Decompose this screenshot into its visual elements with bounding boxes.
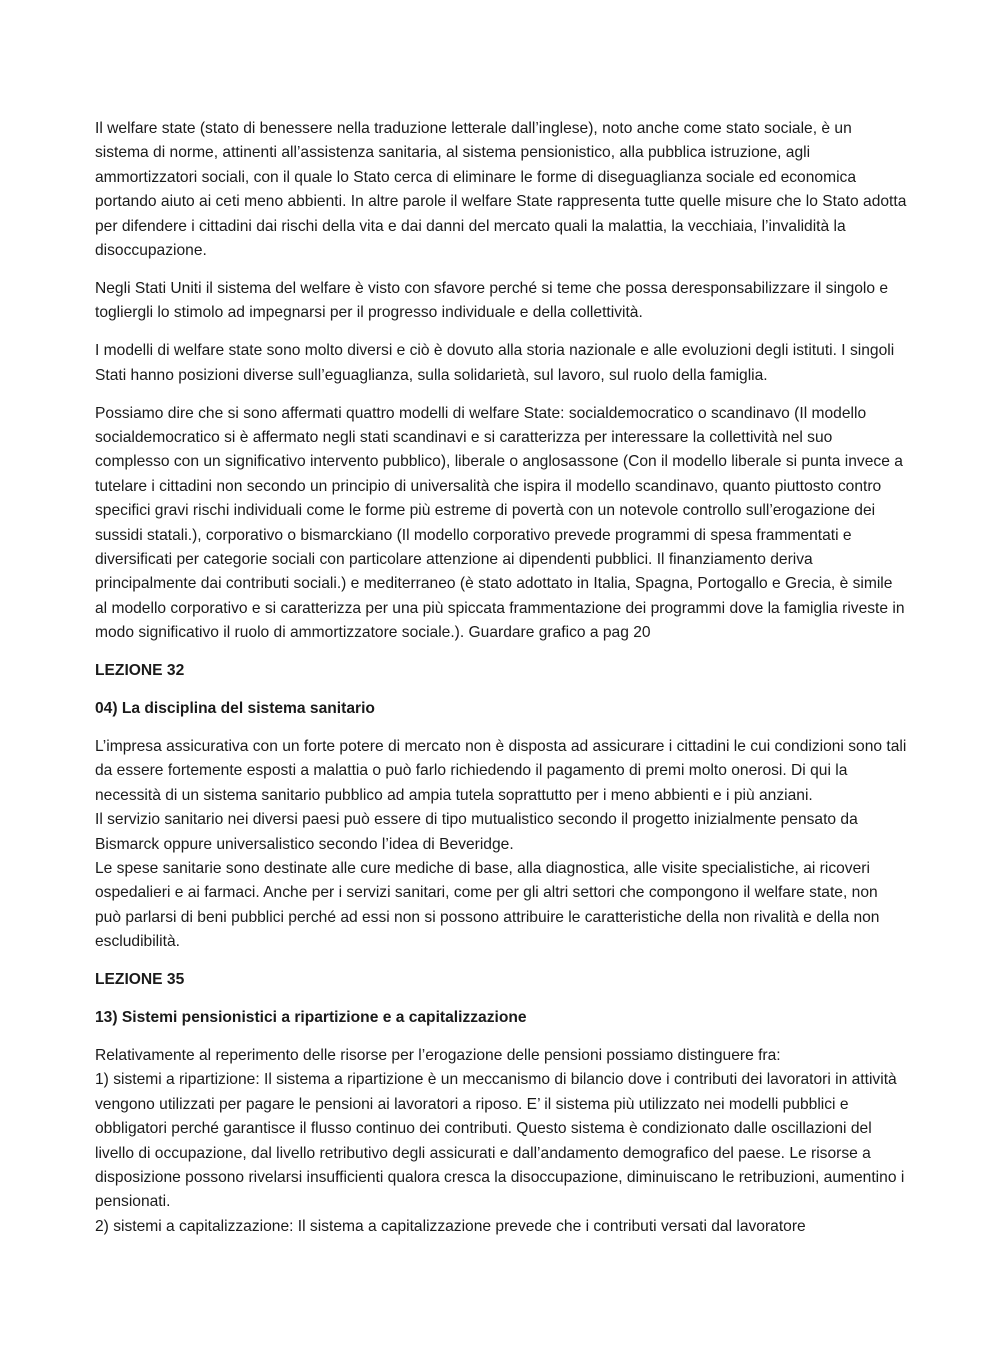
pensioni-line-2: 1) sistemi a ripartizione: Il sistema a ripartizione è un meccanismo di bilancio dove i contributi dei lavoratori in attività vengono utilizzati per pagare le pensioni ai lavoratori a riposo. E’ il sistema più utilizzato nei modelli pubblici e obbligatori perché garantisce il flusso continuo dei contributi. Questo sistema è condizionato dalle oscillazioni del livello di occupazione, dal livello retributivo degli assicurati e dall’andamento demografico del paese. Le risorse a disposizione possono rivelarsi insufficienti qualora cresca la disoccupazione, diminuiscano le retribuzioni, aumentino i pensionati.	[95, 1071, 905, 1211]
sanitario-line-2: Il servizio sanitario nei diversi paesi può essere di tipo mutualistico secondo il progetto inizialmente pensato da Bismarck oppure universalistico secondo l’idea di Beveridge.	[95, 811, 858, 853]
lezione-35-heading: LEZIONE 35	[95, 971, 185, 989]
sistema-sanitario-heading: 04) La disciplina del sistema sanitario	[95, 700, 375, 718]
document-page	[95, 117, 907, 1239]
sanitario-line-3: Le spese sanitarie sono destinate alle cure mediche di base, alla diagnostica, alle visite specialistiche, ai ricoveri ospedalieri e ai farmaci. Anche per i servizi sanitari, come per gli altri settori che compongono il welfare state, non può parlarsi di beni pubblici perché ad essi non si possono attribuire le caratteristiche della non rivalità e della non escludibilità.	[95, 859, 880, 951]
paragraph-quattro-modelli: Possiamo dire che si sono affermati quattro modelli di welfare State: socialdemocratico o scandinavo (Il modello socialdemocratico si è affermato negli stati scandinavi e si caratterizza per interessare la collettività nel suo complesso con un significativo intervento pubblico), liberale o anglosassone (Con il modello liberale si punta invece a tutelare i cittadini non secondo un principio di universalità che ispira il modello scandinavo, quanto piuttosto contro specifici gravi rischi individuali come le forme più estreme di povertà con un notevole controllo sull’erogazione dei sussidi statali.), corporativo o bismarckiano (Il modello corporativo prevede programmi di spesa frammentati e diversificati per categorie sociali con particolare attenzione ai dipendenti pubblici. Il finanziamento deriva principalmente dai contributi sociali.) e mediterraneo (è stato adottato in Italia, Spagna, Portogallo e Grecia, è simile al modello corporativo e si caratterizza per una più spiccata frammentazione dei programmi dove la famiglia riveste in modo significativo il ruolo di ammortizzatore sociale.). Guardare grafico a pag 20	[95, 404, 905, 642]
paragraph-stati-uniti: Negli Stati Uniti il sistema del welfare è visto con sfavore perché si teme che possa deresponsabilizzare il singolo e togliergli lo stimolo ad impegnarsi per il progresso individuale e della collettività.	[95, 279, 889, 322]
sistemi-pensionistici-body	[95, 1044, 907, 1239]
pensioni-line-3: 2) sistemi a capitalizzazione: Il sistema a capitalizzazione prevede che i contributi versati dal lavoratore	[95, 1217, 806, 1235]
sistema-sanitario-body	[95, 735, 907, 955]
pensioni-line-1: Relativamente al reperimento delle risorse per l’erogazione delle pensioni possiamo distinguere fra:	[95, 1046, 781, 1064]
paragraph-welfare-definition: Il welfare state (stato di benessere nella traduzione letterale dall’inglese), noto anche come stato sociale, è un sistema di norme, attinenti all’assistenza sanitaria, al sistema pensionistico, alla pubblica istruzione, agli ammortizzatori sociali, con il quale lo Stato cerca di eliminare le forme di diseguaglianza sociale ed economica portando aiuto ai ceti meno abbienti. In altre parole il welfare State rappresenta tutte quelle misure che lo Stato adotta per difendere i cittadini dai rischi della vita e dai danni del mercato quali la malattia, la vecchiaia, l’invalidità la disoccupazione.	[95, 120, 907, 260]
sistemi-pensionistici-heading: 13) Sistemi pensionistici a ripartizione e a capitalizzazione	[95, 1009, 527, 1026]
sanitario-line-1: L’impresa assicurativa con un forte potere di mercato non è disposta ad assicurare i cittadini le cui condizioni sono tali da essere fortemente esposti a malattia o può farlo richiedendo il pagamento di premi molto onerosi. Di qui la necessità di un sistema sanitario pubblico ad ampia tutela soprattutto per i meno abbienti e i più anziani.	[95, 737, 907, 804]
paragraph-modelli: I modelli di welfare state sono molto diversi e ciò è dovuto alla storia nazionale e alle evoluzioni degli istituti. I singoli Stati hanno posizioni diverse sull’eguaglianza, sulla solidarietà, sul lavoro, sul ruolo della famiglia.	[95, 342, 895, 384]
lezione-32-heading: LEZIONE 32	[95, 662, 185, 680]
